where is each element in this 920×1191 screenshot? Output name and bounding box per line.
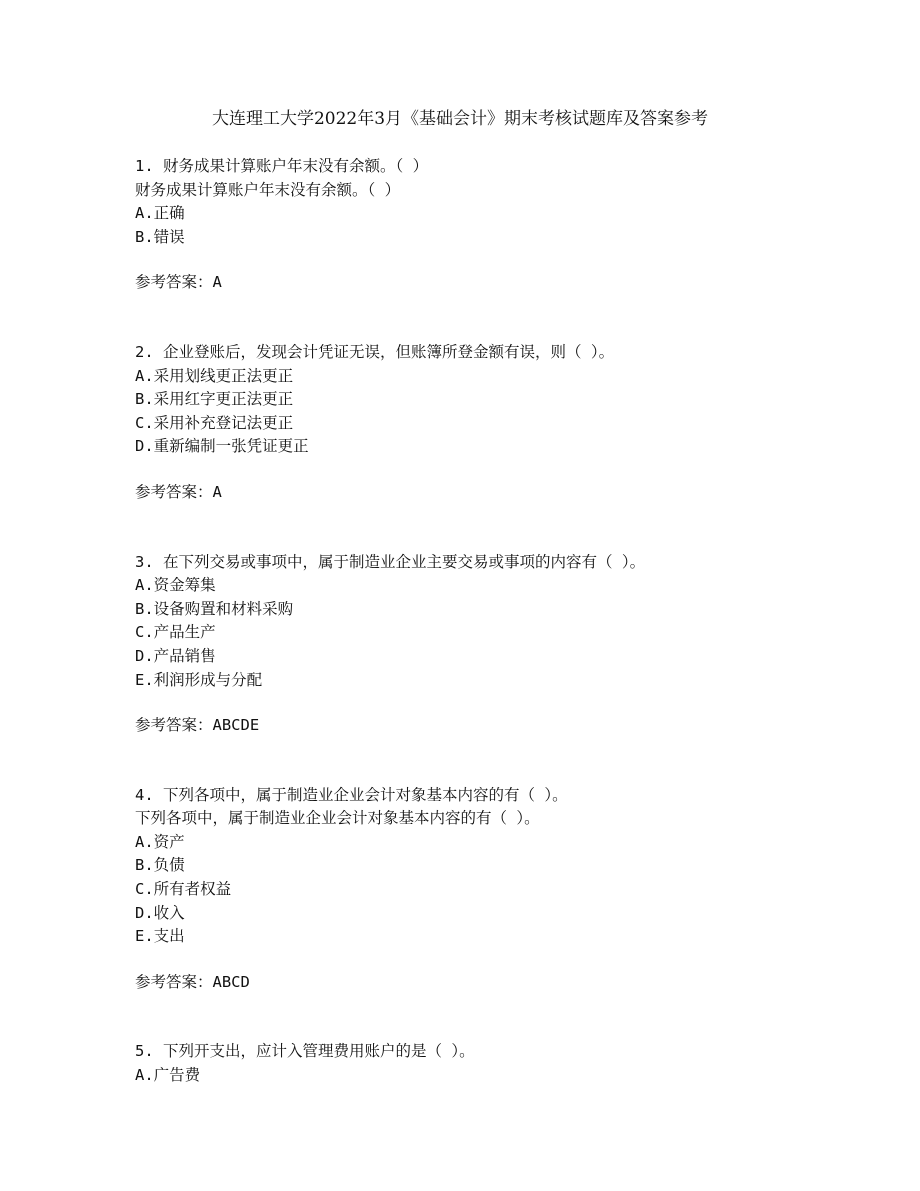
option-b: B.设备购置和材料采购 (135, 599, 294, 618)
option-c: C.采用补充登记法更正 (135, 413, 294, 432)
option-b: B.错误 (135, 227, 185, 246)
answer-label: 参考答案： (135, 716, 213, 735)
option-e: E.支出 (135, 927, 185, 946)
answer-row (135, 714, 855, 738)
question-3 (135, 551, 855, 738)
option-d: D.收入 (135, 903, 185, 922)
answer-row (135, 481, 855, 505)
answer-label: 参考答案： (135, 273, 213, 292)
answer-value: A (212, 482, 222, 501)
question-stem: 5. 下列开支出，应计入管理费用账户的是（ ）。 (135, 1042, 475, 1061)
question-restatement: 财务成果计算账户年末没有余额。（ ） (135, 180, 401, 199)
question-2 (135, 341, 855, 505)
option-d: D.重新编制一张凭证更正 (135, 437, 309, 456)
question-4 (135, 784, 855, 995)
question-stem: 4. 下列各项中，属于制造业企业会计对象基本内容的有（ ）。 (135, 785, 568, 804)
option-b: B.负债 (135, 856, 185, 875)
question-stem: 1. 财务成果计算账户年末没有余额。（ ） (135, 157, 429, 175)
answer-value: A (212, 273, 222, 292)
answer-label: 参考答案： (135, 972, 213, 991)
answer-label: 参考答案： (135, 482, 213, 501)
document-title: 大连理工大学2022年3月《基础会计》期末考核试题库及答案参考 (211, 109, 709, 129)
option-d: D.产品销售 (135, 646, 216, 665)
question-list (135, 155, 855, 1134)
option-c: C.所有者权益 (135, 880, 232, 899)
answer-value: ABCDE (212, 716, 260, 735)
option-b: B.采用红字更正法更正 (135, 390, 294, 409)
question-restatement: 下列各项中，属于制造业企业会计对象基本内容的有（ ）。 (135, 809, 540, 828)
question-5 (135, 1040, 855, 1087)
option-a: A.采用划线更正法更正 (135, 366, 294, 385)
option-e: E.利润形成与分配 (135, 670, 263, 689)
answer-value: ABCD (212, 972, 250, 991)
answer-row (135, 271, 855, 295)
option-a: A.资金筹集 (135, 576, 216, 595)
option-a: A.资产 (135, 832, 185, 851)
option-a: A.广告费 (135, 1066, 201, 1085)
question-stem: 3. 在下列交易或事项中，属于制造业企业主要交易或事项的内容有（ ）。 (135, 552, 646, 571)
question-stem: 2. 企业登账后，发现会计凭证无误，但账簿所登金额有误，则（ ）。 (135, 342, 615, 361)
answer-row (135, 971, 855, 995)
question-1 (135, 155, 855, 295)
option-a: A.正确 (135, 204, 185, 223)
option-c: C.产品生产 (135, 623, 216, 642)
